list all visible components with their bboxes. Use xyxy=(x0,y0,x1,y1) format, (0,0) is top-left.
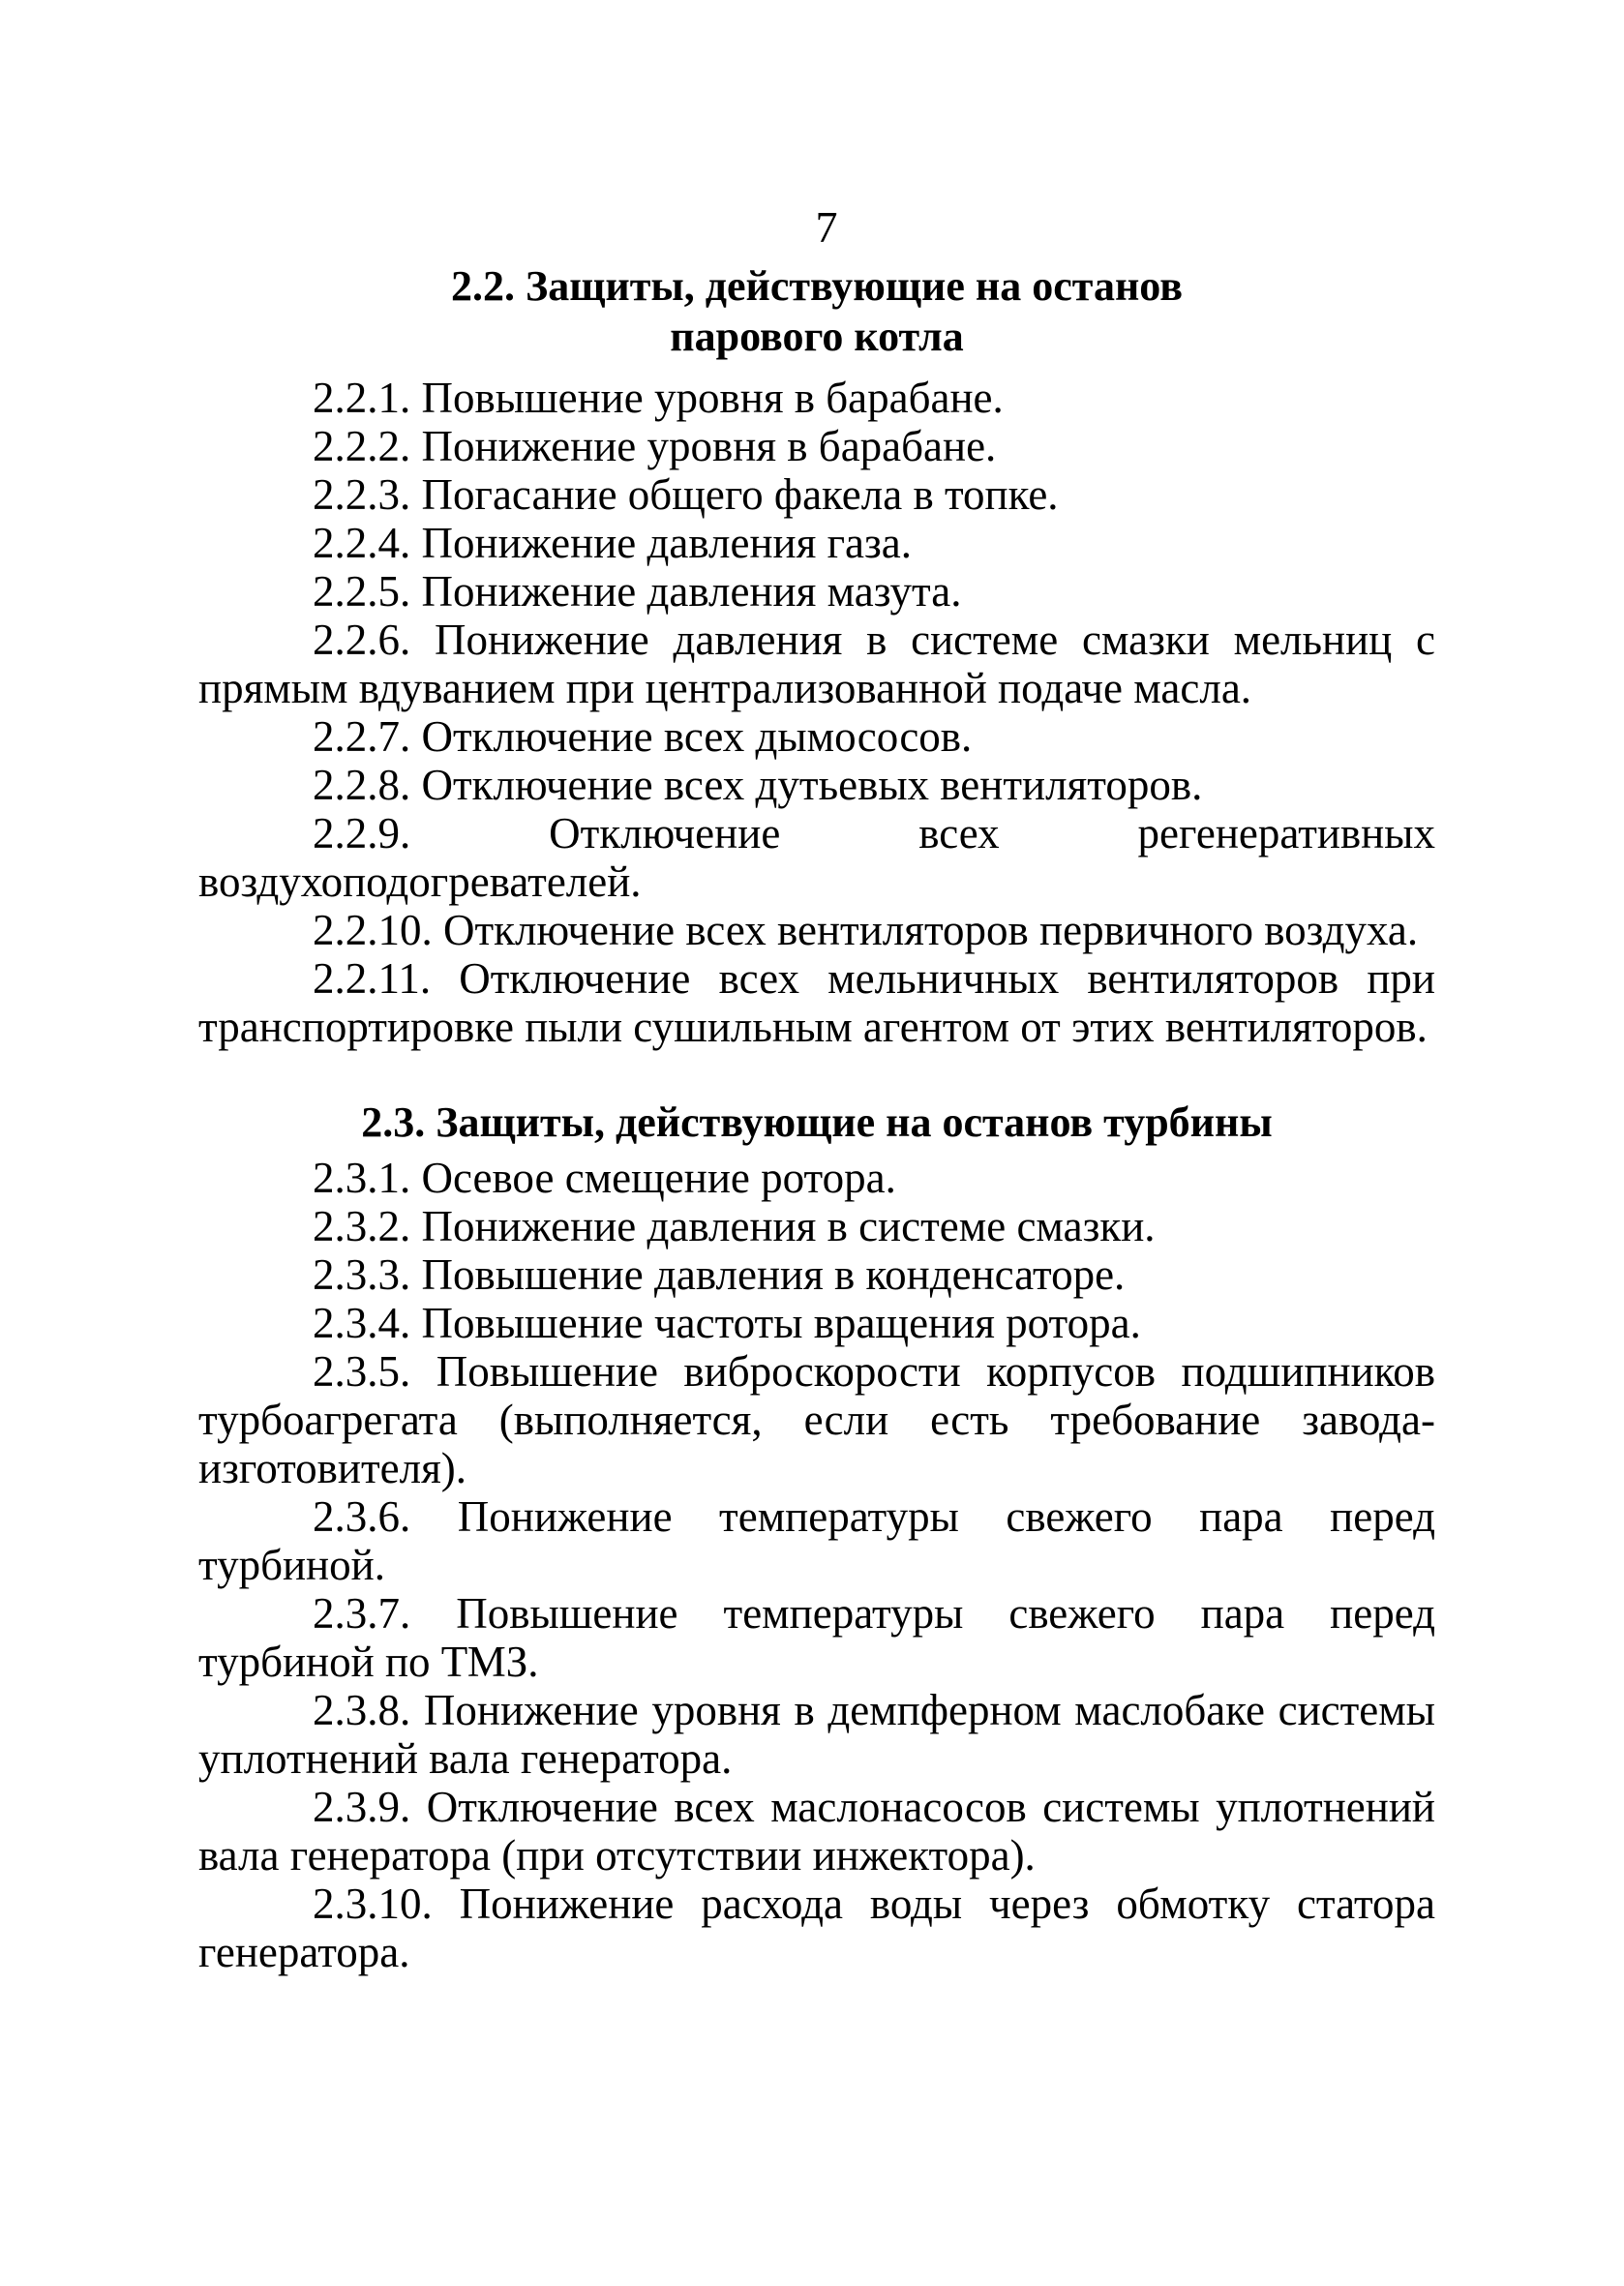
list-item: 2.3.8. Понижение уровня в демпферном маслобаке системы уплотнений вала генератора. xyxy=(198,1686,1435,1783)
document-page xyxy=(198,203,1435,1976)
list-item: 2.3.7. Повышение температуры свежего пара перед турбиной по ТМЗ. xyxy=(198,1589,1435,1686)
section-2-2-heading xyxy=(198,261,1435,362)
section-2-2-title-line2: парового котла xyxy=(670,313,964,360)
section-2-2-title-line1: 2.2. Защиты, действующие на останов xyxy=(451,262,1183,310)
page-number: 7 xyxy=(815,202,838,252)
list-item: 2.2.4. Понижение давления газа. xyxy=(313,519,913,567)
list-item: 2.2.2. Понижение уровня в барабане. xyxy=(313,422,997,470)
list-item: 2.3.1. Осевое смещение ротора. xyxy=(313,1154,896,1202)
list-item: 2.2.9. Отключение всех регенеративных воздухоподогревателей. xyxy=(198,809,1435,906)
list-item: 2.3.3. Повышение давления в конденсаторе. xyxy=(313,1250,1126,1299)
list-item: 2.3.10. Понижение расхода воды через обмотку статора генератора. xyxy=(198,1880,1435,1976)
list-item: 2.2.1. Повышение уровня в барабане. xyxy=(313,374,1004,422)
section-2-2-list xyxy=(198,374,1435,1051)
list-item: 2.2.5. Понижение давления мазута. xyxy=(313,567,962,616)
list-item: 2.3.6. Понижение температуры свежего пара перед турбиной. xyxy=(198,1492,1435,1589)
list-item: 2.3.4. Повышение частоты вращения ротора. xyxy=(313,1299,1141,1347)
list-item: 2.3.2. Понижение давления в системе смазки. xyxy=(313,1202,1156,1250)
section-2-3-list xyxy=(198,1154,1435,1976)
list-item: 2.3.5. Повышение виброскорости корпусов подшипников турбоагрегата (выполняется, если есть требование завода-изготовителя). xyxy=(198,1347,1435,1492)
section-2-3-heading: 2.3. Защиты, действующие на останов турбины xyxy=(361,1098,1273,1146)
list-item: 2.2.8. Отключение всех дутьевых вентиляторов. xyxy=(313,761,1203,809)
list-item: 2.2.7. Отключение всех дымососов. xyxy=(313,712,973,761)
list-item: 2.2.10. Отключение всех вентиляторов первичного воздуха. xyxy=(313,906,1419,954)
list-item: 2.3.9. Отключение всех маслонасосов системы уплотнений вала генератора (при отсутствии инжектора). xyxy=(198,1783,1435,1880)
list-item: 2.2.11. Отключение всех мельничных вентиляторов при транспортировке пыли сушильным агентом от этих вентиляторов. xyxy=(198,954,1435,1051)
list-item: 2.2.6. Понижение давления в системе смазки мельниц с прямым вдуванием при централизованной подаче масла. xyxy=(198,616,1435,712)
list-item: 2.2.3. Погасание общего факела в топке. xyxy=(313,470,1059,519)
